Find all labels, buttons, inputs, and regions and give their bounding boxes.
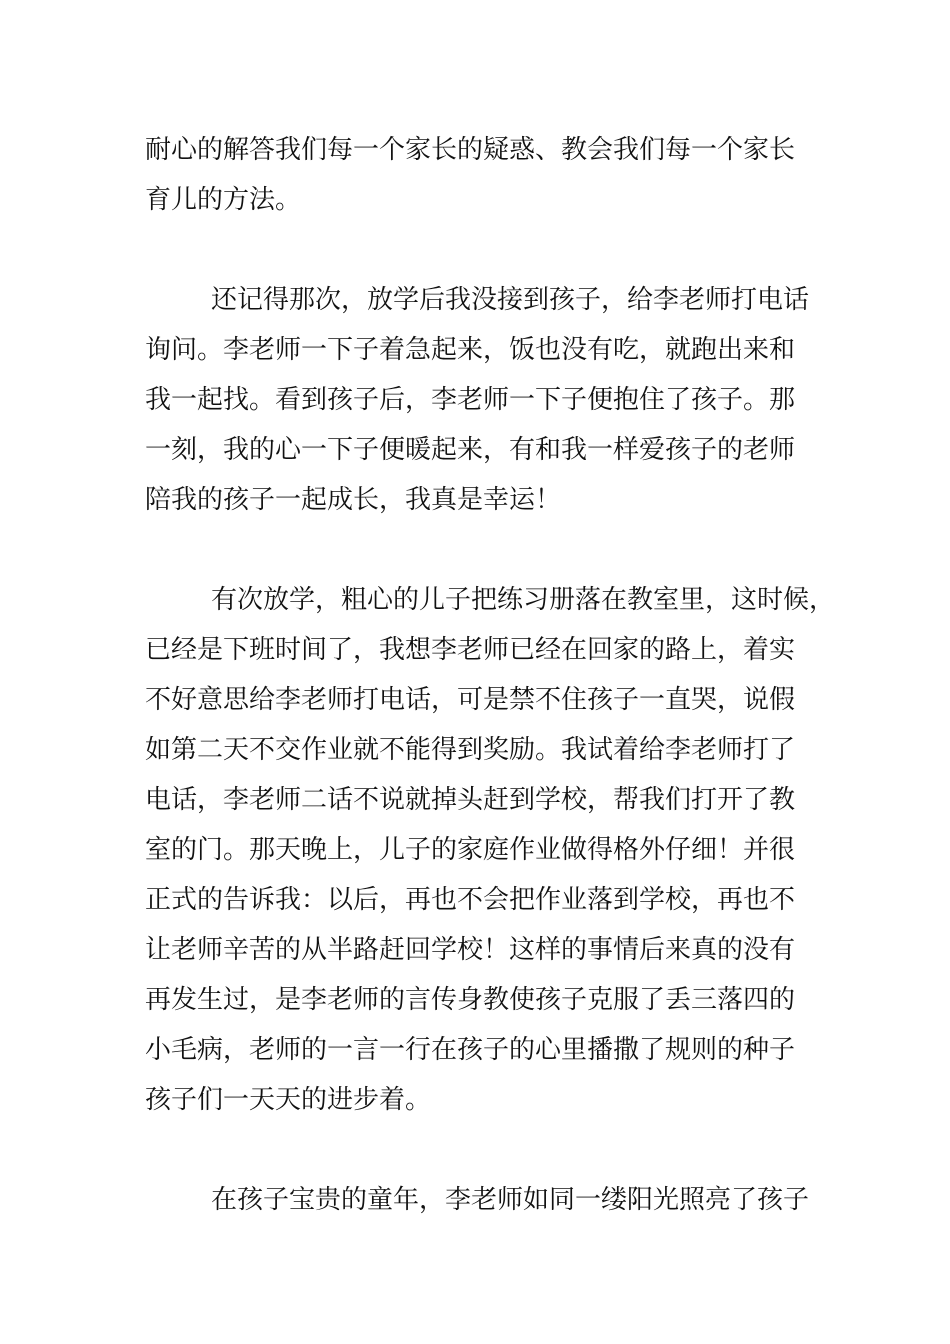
paragraph-line: 育儿的方法。: [145, 185, 302, 215]
paragraph-line: 不好意思给李老师打电话，可是禁不住孩子一直哭，说假: [145, 685, 796, 715]
paragraph-line: 询问。李老师一下子着急起来，饭也没有吃，就跑出来和: [145, 335, 796, 365]
paragraph-line: 我一起找。看到孩子后，李老师一下子便抱住了孩子。那: [145, 385, 796, 415]
paragraph-line: 还记得那次，放学后我没接到孩子，给李老师打电话: [211, 285, 810, 315]
paragraph-line: 耐心的解答我们每一个家长的疑惑、教会我们每一个家长: [145, 135, 796, 165]
paragraph-line: 有次放学，粗心的儿子把练习册落在教室里，这时候，: [211, 585, 836, 615]
paragraph-line: 一刻，我的心一下子便暖起来，有和我一样爱孩子的老师: [145, 435, 796, 465]
paragraph-line: 在孩子宝贵的童年，李老师如同一缕阳光照亮了孩子: [211, 1185, 810, 1215]
paragraph-line: 电话，李老师二话不说就掉头赶到学校，帮我们打开了教: [145, 785, 796, 815]
paragraph-line: 陪我的孩子一起成长，我真是幸运！: [145, 485, 562, 515]
paragraph-line: 正式的告诉我：以后，再也不会把作业落到学校，再也不: [145, 885, 796, 915]
paragraph-line: 室的门。那天晚上，儿子的家庭作业做得格外仔细！并很: [145, 835, 796, 865]
paragraph-line: 如第二天不交作业就不能得到奖励。我试着给李老师打了: [145, 735, 796, 765]
paragraph-line: 孩子们一天天的进步着。: [145, 1085, 432, 1115]
paragraph-line: 让老师辛苦的从半路赶回学校！这样的事情后来真的没有: [145, 935, 796, 965]
paragraph-line: 小毛病，老师的一言一行在孩子的心里播撒了规则的种子: [145, 1035, 796, 1065]
paragraph-line: 已经是下班时间了，我想李老师已经在回家的路上，着实: [145, 635, 796, 665]
paragraph-line: 再发生过，是李老师的言传身教使孩子克服了丢三落四的: [145, 985, 796, 1015]
